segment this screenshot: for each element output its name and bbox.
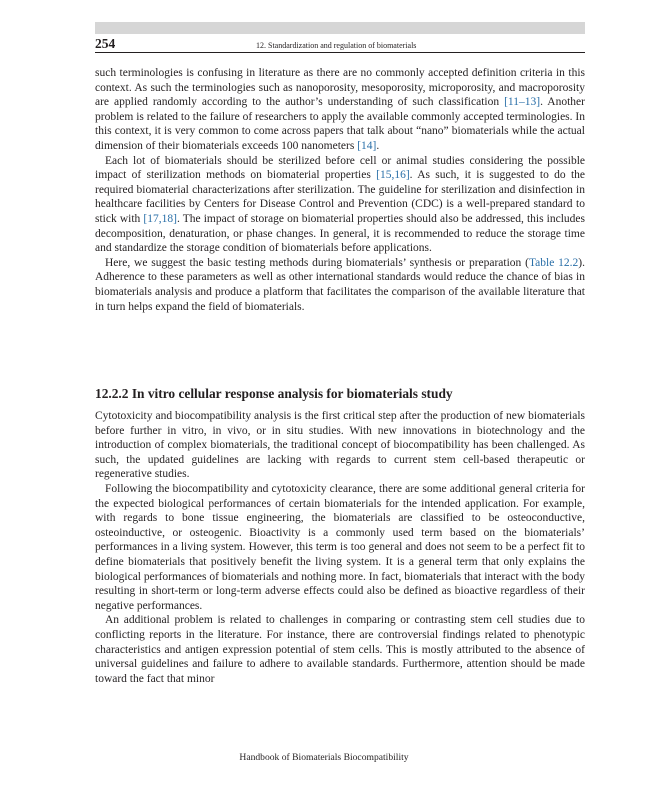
book-title-footer: Handbook of Biomaterials Biocompatibility [239,752,409,763]
paragraph: An additional problem is related to challenges in comparing or contrasting stem cell studies due to conflicting reports in the literature. For instance, there are controversial findings related to phenotypic characteristics and antigen expression potential of stem cells. This is mostly attributed to the absence of universal guidelines and failure to adhere to available standards. Furthermore, attention should be made toward the fact that minor [95,614,585,685]
intro-text [95,66,585,314]
paragraph: such terminologies is confusing in literature as there are no commonly accepted definition criteria in this context. As such the terminologies such as nanoporosity, mesoporosity, microporosity, and macroporosity are applied randomly according to the author’s understanding of such classification [11–13]. Another problem is related to the failure of researchers to apply the available commonly accepted terminologies. In this context, it is very common to come across papers that talk about “nano” biomaterials while the actual dimension of their biomaterials exceeds 100 nanometers [14]. [95,67,585,152]
header-bar [95,22,585,34]
paragraph: Each lot of biomaterials should be sterilized before cell or animal studies considering the possible impact of sterilization methods on biomaterial properties [15,16]. As such, it is suggested to do the required biomaterial characterizations after sterilization. The guideline for sterilization and disinfection in healthcare facilities by Centers for Disease Control and Prevention (CDC) is a well-prepared standard to stick with [17,18]. The impact of storage on biomaterial properties should also be addressed, this includes decomposition, denaturation, or phase changes. In general, it is recommended to reduce the storage time and standardize the storage condition of biomaterials before applications. [95,154,586,255]
citation-link[interactable]: [14] [357,139,377,152]
page-number: 254 [95,36,116,51]
citation-link[interactable]: [15,16] [376,169,410,182]
paragraph: Following the biocompatibility and cytotoxicity clearance, there are some additional general criteria for the expected biological performances of certain biomaterials for the intended application. For example, with regards to bone tissue engineering, the biomaterials are classified to be osteoconductive, osteoinductive, or osteogenic. Bioactivity is a commonly used term based on the biomaterials’ performances in a living system. However, this term is too general and does not seem to be a perfect fit to define biomaterials that positively benefit the living system. It is a general term that only explains the biological performances of biomaterials and nothing more. In fact, biomaterials that interact with the body resulting in short-term or long-term adverse effects could also be defined as bioactive regardless of their negative performances. [95,482,585,612]
citation-link[interactable]: [11–13] [504,96,541,109]
citation-link[interactable]: [17,18] [143,212,177,225]
section-heading: 12.2.2 In vitro cellular response analysis for biomaterials study [95,386,453,401]
running-head: 12. Standardization and regulation of biomaterials [256,41,417,50]
table-link[interactable]: Table 12.2 [528,256,579,269]
section-text [95,409,585,686]
paragraph: Here, we suggest the basic testing methods during biomaterials’ synthesis or preparation (Table 12.2). Adherence to these parameters as well as other international standards would reduce the chance of bias in biomaterials analysis and produce a platform that facilitates the comparison of the available literature that in turn helps expand the field of biomaterials. [95,256,585,313]
paragraph: Cytotoxicity and biocompatibility analysis is the first critical step after the production of new biomaterials before further in vitro, in vivo, or in situ studies. With new innovations in biotechnology and the introduction of complex biomaterials, the traditional concept of biocompatibility has been challenged. As such, the updated guidelines are lacking with regards to current stem cell-based therapeutic or regenerative studies. [95,410,585,481]
header-rule [95,52,585,53]
